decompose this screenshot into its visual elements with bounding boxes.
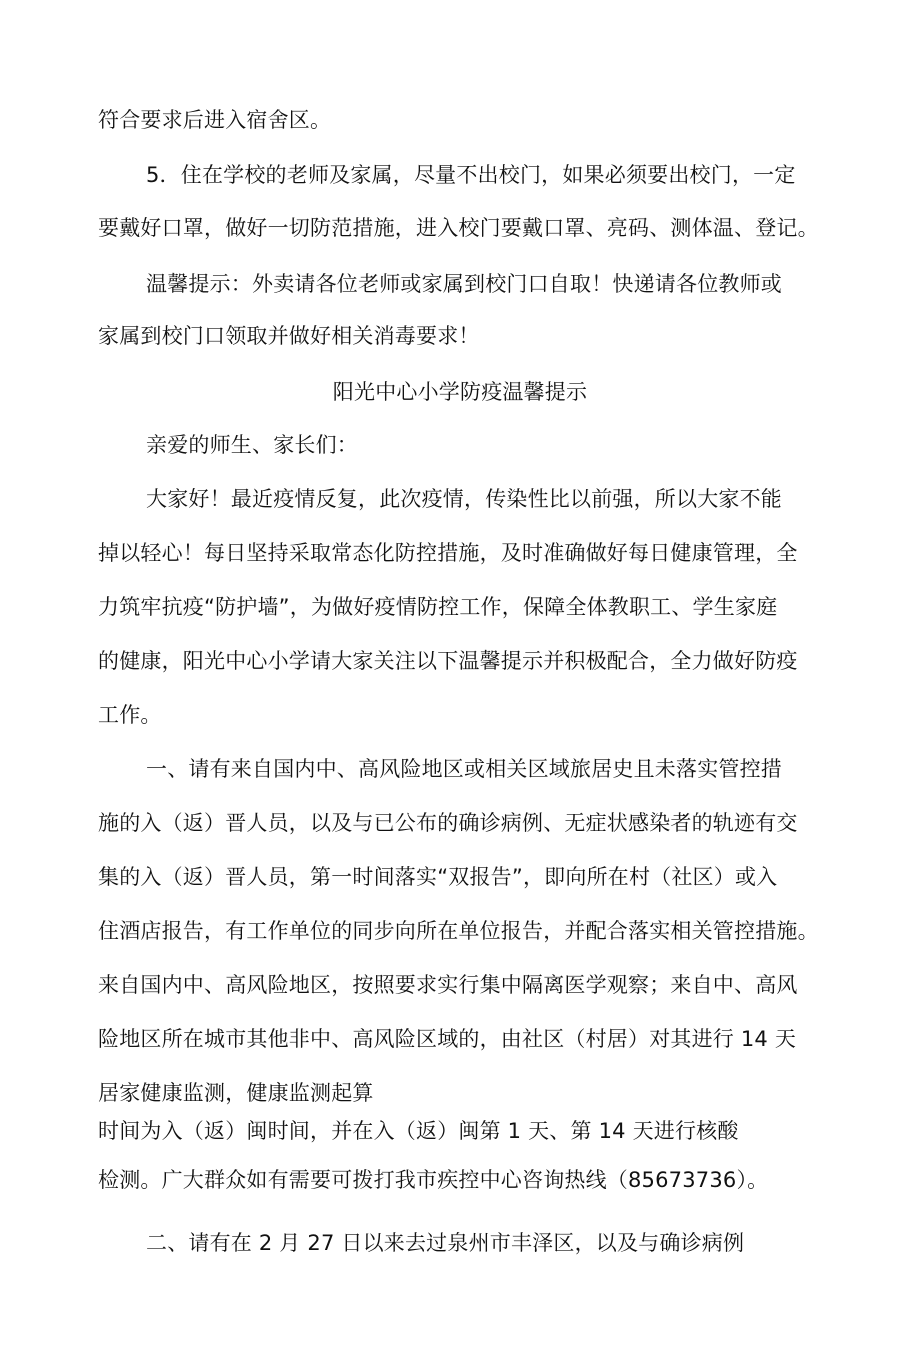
- salutation: 亲爱的师生、家长们：: [146, 433, 358, 457]
- text-line: 的健康，阳光中心小学请大家关注以下温馨提示并积极配合，全力做好防疫: [98, 649, 798, 673]
- text-line: 时间为入（返）闽时间，并在入（返）闽第 1 天、第 14 天进行核酸: [98, 1119, 739, 1143]
- text-line: 家属到校门口领取并做好相关消毒要求！: [98, 324, 480, 348]
- text-line: 施的入（返）晋人员，以及与已公布的确诊病例、无症状感染者的轨迹有交: [98, 811, 798, 835]
- text-line: 大家好！最近疫情反复，此次疫情，传染性比以前强，所以大家不能: [146, 487, 782, 511]
- text-line: 集的入（返）晋人员，第一时间落实“双报告”，即向所在村（社区）或入: [98, 865, 778, 889]
- text-line: 要戴好口罩，做好一切防范措施，进入校门要戴口罩、亮码、测体温、登记。: [98, 216, 819, 240]
- text-line: 二、请有在 2 月 27 日以来去过泉州市丰泽区，以及与确诊病例: [146, 1231, 745, 1255]
- text-line: 险地区所在城市其他非中、高风险区域的，由社区（村居）对其进行 14 天: [98, 1027, 797, 1051]
- text-line: 检测。广大群众如有需要可拨打我市疾控中心咨询热线（85673736）。: [98, 1168, 769, 1192]
- text-line: 5．住在学校的老师及家属，尽量不出校门，如果必须要出校门，一定: [146, 163, 796, 187]
- text-line: 来自国内中、高风险地区，按照要求实行集中隔离医学观察；来自中、高风: [98, 973, 798, 997]
- text-line: 符合要求后进入宿舍区。: [98, 108, 332, 132]
- text-line: 一、请有来自国内中、高风险地区或相关区域旅居史且未落实管控措: [146, 757, 782, 781]
- text-line: 工作。: [98, 703, 162, 727]
- text-line: 温馨提示：外卖请各位老师或家属到校门口自取！快递请各位教师或: [146, 272, 782, 296]
- text-line: 掉以轻心！每日坚持采取常态化防控措施，及时准确做好每日健康管理，全: [98, 541, 798, 565]
- text-line: 住酒店报告，有工作单位的同步向所在单位报告，并配合落实相关管控措施。: [98, 919, 819, 943]
- text-line: 居家健康监测，健康监测起算: [98, 1081, 374, 1105]
- text-line: 力筑牢抗疫“防护墙”，为做好疫情防控工作，保障全体教职工、学生家庭: [98, 595, 778, 619]
- section-title: 阳光中心小学防疫温馨提示: [332, 380, 588, 404]
